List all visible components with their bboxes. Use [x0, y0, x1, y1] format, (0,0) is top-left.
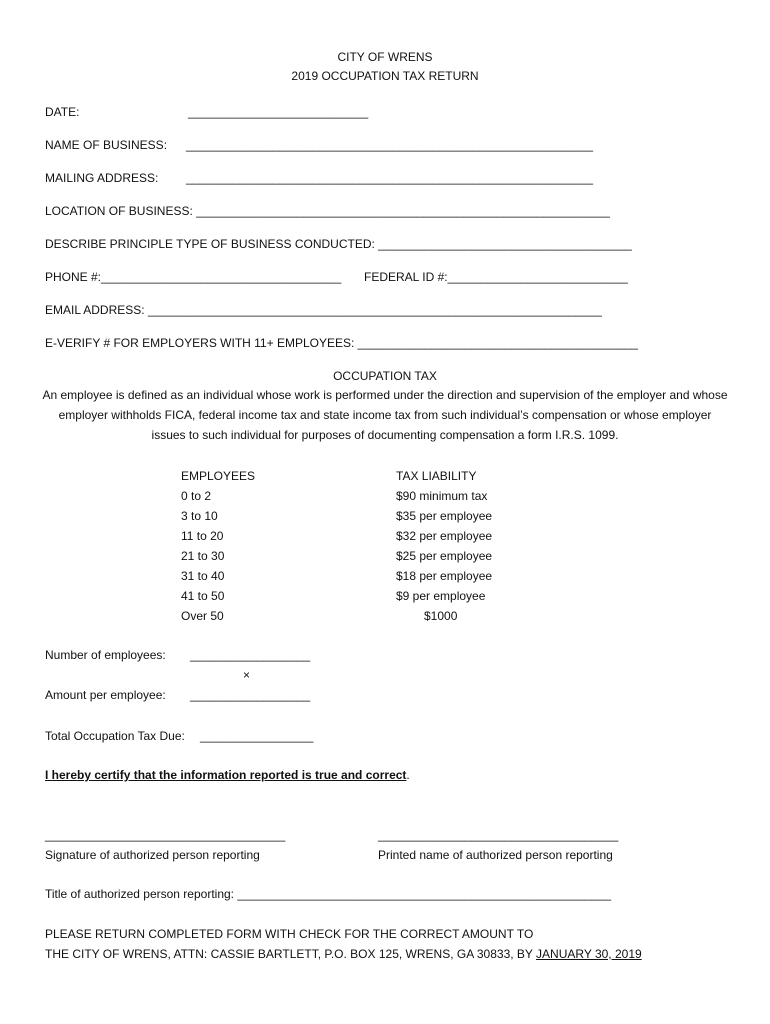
table-cell-tax-liability: $90 minimum tax [396, 489, 488, 503]
everify-field: E-VERIFY # FOR EMPLOYERS WITH 11+ EMPLOYEES: __________________________________________ [45, 336, 638, 350]
business-name-line: _____________________________________________________________ [186, 138, 594, 152]
mailing-address-label: MAILING ADDRESS: [45, 171, 159, 185]
certification-text: I hereby certify that the information reported is true and correct [45, 768, 407, 782]
times-symbol: × [243, 668, 251, 682]
email-field: EMAIL ADDRESS: ____________________________________________________________________ [45, 303, 602, 317]
table-cell-employees: 31 to 40 [181, 569, 225, 583]
table-cell-tax-liability: $18 per employee [396, 569, 493, 583]
date-label: DATE: [45, 105, 80, 119]
employee-definition: An employee is defined as an individual whose work is performed under the direction and supervision of the employer and whose employer withholds FICA, federal income tax and state income tax from such individual’s compensation or whose employer issues to such individual for purposes of documenting compensation a form I.R.S. 1099. [42, 388, 728, 442]
return-instructions-line2 [45, 947, 642, 962]
amount-per-employee-label: Amount per employee: [45, 688, 166, 702]
location-field: LOCATION OF BUSINESS: ______________________________________________________________ [45, 204, 610, 218]
table-cell-tax-liability: $25 per employee [396, 549, 493, 563]
table-cell-employees: Over 50 [181, 609, 224, 623]
total-tax-label: Total Occupation Tax Due: [45, 729, 185, 743]
table-cell-employees: 11 to 20 [181, 529, 224, 543]
table-cell-tax-liability: $35 per employee [396, 509, 493, 523]
return-instructions-line1: PLEASE RETURN COMPLETED FORM WITH CHECK FOR THE CORRECT AMOUNT TO [45, 927, 534, 941]
table-cell-employees: 21 to 30 [181, 549, 225, 563]
return-address: THE CITY OF WRENS, ATTN: CASSIE BARTLETT, P.O. BOX 125, WRENS, GA 30833, BY [45, 947, 537, 961]
table-cell-employees: 41 to 50 [181, 589, 225, 603]
table-cell-employees: 3 to 10 [181, 509, 218, 523]
printed-name-line: ____________________________________ [378, 828, 619, 842]
business-type-field: DESCRIBE PRINCIPLE TYPE OF BUSINESS CONDUCTED: ______________________________________ [45, 237, 632, 251]
form-title: 2019 OCCUPATION TAX RETURN [291, 69, 479, 83]
total-tax-line: _________________ [200, 729, 314, 743]
printed-name-caption: Printed name of authorized person reporting [378, 848, 613, 862]
num-employees-label: Number of employees: [45, 648, 166, 662]
table-cell-tax-liability: $9 per employee [396, 589, 486, 603]
table-header-employees: EMPLOYEES [181, 469, 256, 483]
amount-per-employee-line: __________________ [190, 688, 311, 702]
num-employees-line: __________________ [190, 648, 311, 662]
phone-field: PHONE #:____________________________________ [45, 270, 342, 284]
deadline-date: JANUARY 30, 2019 [536, 947, 642, 961]
table-header-tax-liability: TAX LIABILITY [396, 469, 477, 483]
certification-period: . [406, 768, 410, 782]
signature-line: ____________________________________ [45, 828, 286, 842]
table-cell-employees: 0 to 2 [181, 489, 212, 503]
table-cell-tax-liability: $1000 [424, 609, 458, 623]
business-name-label: NAME OF BUSINESS: [45, 138, 168, 152]
signature-caption: Signature of authorized person reporting [45, 848, 260, 862]
title-field: Title of authorized person reporting: ________________________________________________________ [45, 887, 612, 901]
certification-statement [45, 768, 410, 783]
federal-id-field: FEDERAL ID #:___________________________ [364, 270, 628, 284]
city-name: CITY OF WRENS [337, 50, 433, 64]
date-line: ___________________________ [188, 105, 369, 119]
table-cell-tax-liability: $32 per employee [396, 529, 493, 543]
mailing-address-line: _____________________________________________________________ [186, 171, 594, 185]
occupation-tax-heading: OCCUPATION TAX [333, 369, 437, 383]
